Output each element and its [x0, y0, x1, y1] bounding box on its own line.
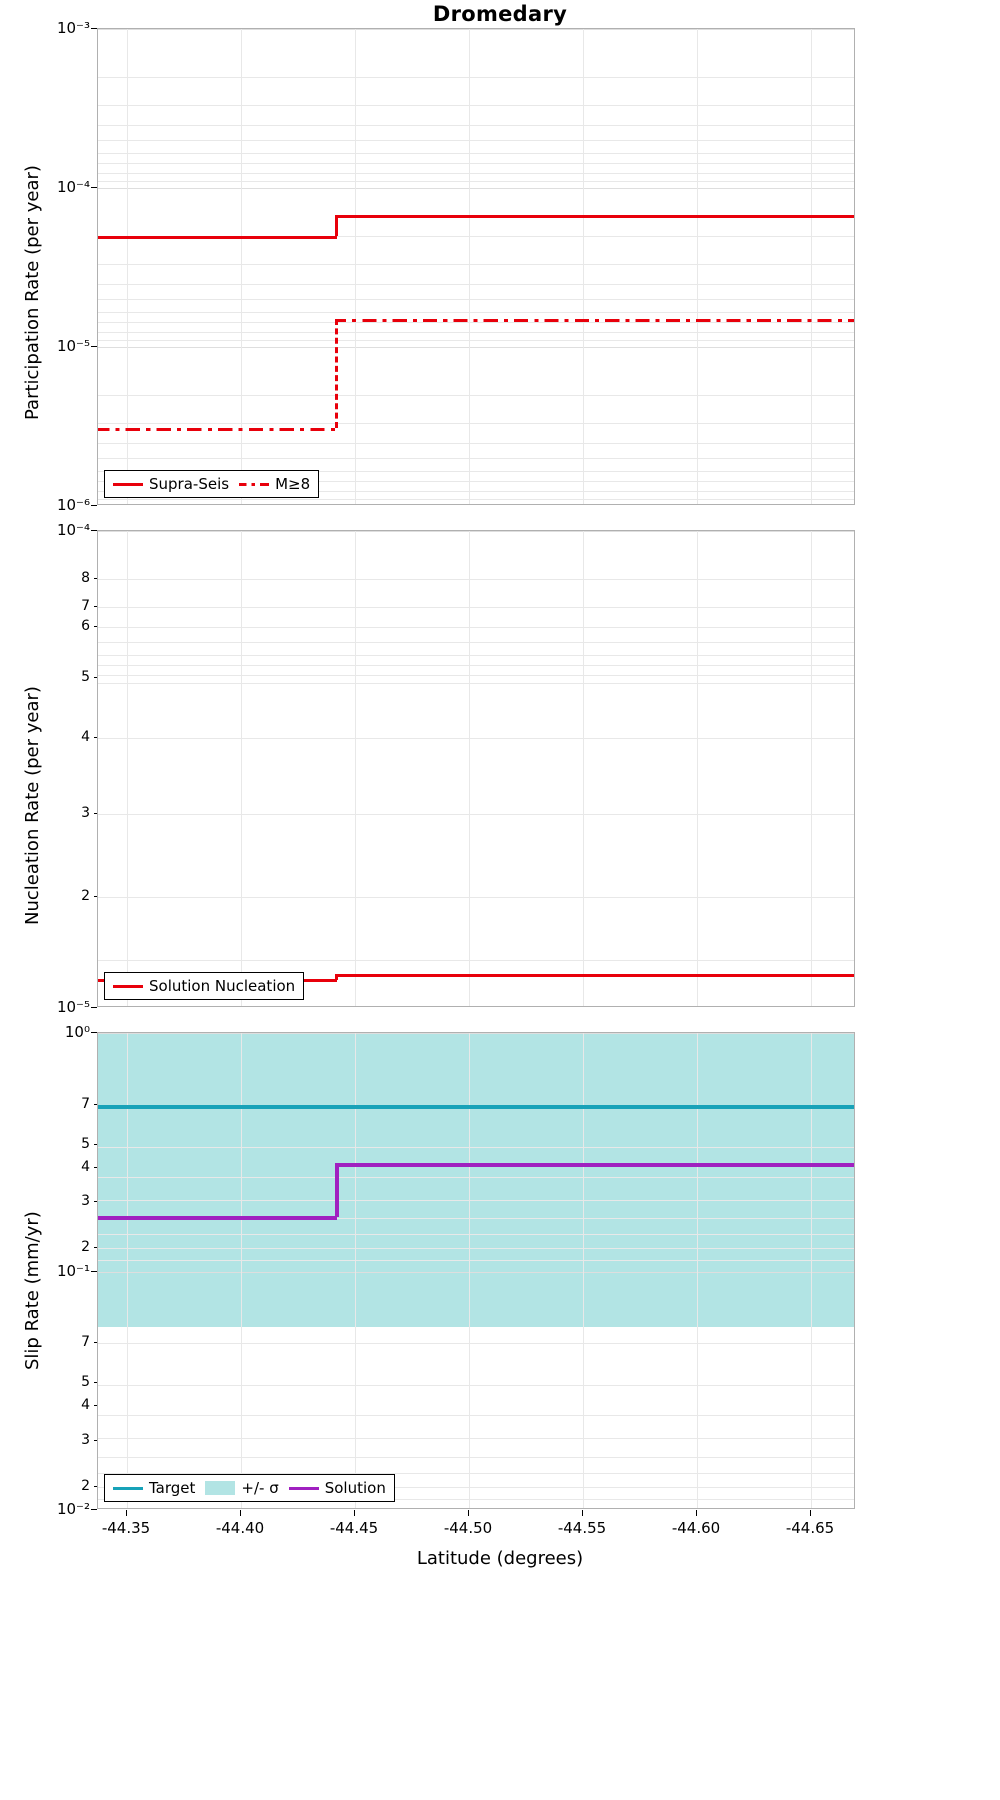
series-solution-nucleation-segment-2	[335, 974, 854, 977]
ytick-slip-1e0: 10⁰	[64, 1023, 90, 1041]
xtick-6: -44.65	[785, 1519, 835, 1537]
series-solution-segment-2	[335, 1163, 854, 1167]
ytick-1e-4: 10⁻⁴	[56, 178, 90, 196]
ytick-slip-4-lower: 4	[81, 1397, 90, 1414]
series-target-line	[98, 1105, 854, 1109]
ytick-nucl-7: 7	[81, 597, 90, 614]
panel-participation	[97, 28, 855, 505]
legend-nucleation	[104, 972, 304, 1000]
ytick-1e-6: 10⁻⁶	[56, 496, 90, 514]
legend-swatch-supra-seis	[113, 483, 143, 486]
legend-swatch-target	[113, 1487, 143, 1490]
series-solution-segment-1	[98, 1216, 337, 1220]
ytick-slip-2-lower: 2	[81, 1477, 90, 1494]
ytick-slip-1e-2: 10⁻²	[56, 1500, 90, 1518]
panel-nucleation	[97, 530, 855, 1007]
series-supra-seis-segment-1	[98, 236, 337, 239]
ytick-nucl-2: 2	[81, 887, 90, 904]
series-m8-riser	[335, 319, 338, 428]
xtick-2: -44.45	[329, 1519, 379, 1537]
legend-entry-solution	[289, 1479, 386, 1497]
series-sigma-band	[98, 1033, 854, 1327]
ytick-slip-7-lower: 7	[81, 1334, 90, 1351]
ytick-slip-5-upper: 5	[81, 1135, 90, 1152]
ytick-slip-3-lower: 3	[81, 1431, 90, 1448]
xlabel: Latitude (degrees)	[416, 1548, 584, 1569]
legend-sliprate	[104, 1474, 395, 1502]
xtick-3: -44.50	[443, 1519, 493, 1537]
ytick-nucl-1e-4: 10⁻⁴	[56, 521, 90, 539]
plot-area-sliprate	[98, 1033, 854, 1508]
legend-swatch-sigma	[205, 1481, 235, 1495]
ytick-nucl-3: 3	[81, 804, 90, 821]
legend-entry-target	[113, 1479, 195, 1497]
xtick-1: -44.40	[215, 1519, 265, 1537]
series-m8-segment-2	[335, 319, 854, 322]
legend-participation	[104, 470, 319, 498]
ytick-slip-4-upper: 4	[81, 1158, 90, 1175]
legend-label-sigma: +/- σ	[241, 1479, 279, 1497]
ytick-slip-2-upper: 2	[81, 1239, 90, 1256]
legend-entry-m8	[239, 475, 310, 493]
legend-entry-solution-nucleation	[113, 977, 295, 995]
legend-label-solution-nucleation: Solution Nucleation	[149, 977, 296, 995]
legend-entry-sigma	[205, 1479, 278, 1497]
ytick-slip-5-lower: 5	[81, 1374, 90, 1391]
ytick-slip-1e-1: 10⁻¹	[56, 1261, 90, 1280]
series-m8-segment-1	[98, 428, 337, 431]
plot-area-participation	[98, 29, 854, 504]
xtick-0: -44.35	[101, 1519, 151, 1537]
legend-label-supra-seis: Supra-Seis	[149, 475, 230, 493]
ylabel-sliprate: Slip Rate (mm/yr)	[22, 1211, 43, 1370]
legend-swatch-solution	[289, 1487, 319, 1490]
ytick-slip-3-upper: 3	[81, 1193, 90, 1210]
ytick-1e-5: 10⁻⁵	[56, 337, 90, 355]
legend-swatch-m8	[239, 483, 269, 486]
series-solution-riser	[335, 1163, 339, 1217]
ytick-nucl-4: 4	[81, 728, 90, 745]
ytick-nucl-1e-5: 10⁻⁵	[56, 998, 90, 1016]
legend-swatch-solution-nucleation	[113, 985, 143, 988]
ytick-nucl-8: 8	[81, 569, 90, 586]
ylabel-nucleation: Nucleation Rate (per year)	[22, 686, 43, 925]
ytick-nucl-5: 5	[81, 668, 90, 685]
legend-entry-supra-seis	[113, 475, 229, 493]
ytick-nucl-6: 6	[81, 617, 90, 634]
legend-label-solution: Solution	[324, 1479, 386, 1497]
legend-label-m8: M≥8	[275, 475, 311, 493]
ytick-slip-7-upper: 7	[81, 1095, 90, 1112]
series-supra-seis-riser	[335, 215, 338, 236]
series-supra-seis-segment-2	[335, 215, 854, 218]
ytick-1e-3: 10⁻³	[56, 19, 90, 37]
panel-sliprate	[97, 1032, 855, 1509]
plot-area-nucleation	[98, 531, 854, 1006]
legend-label-target: Target	[149, 1479, 196, 1497]
page-title: Dromedary	[432, 2, 568, 26]
xtick-4: -44.55	[557, 1519, 607, 1537]
xtick-5: -44.60	[671, 1519, 721, 1537]
ylabel-participation: Participation Rate (per year)	[22, 165, 43, 420]
